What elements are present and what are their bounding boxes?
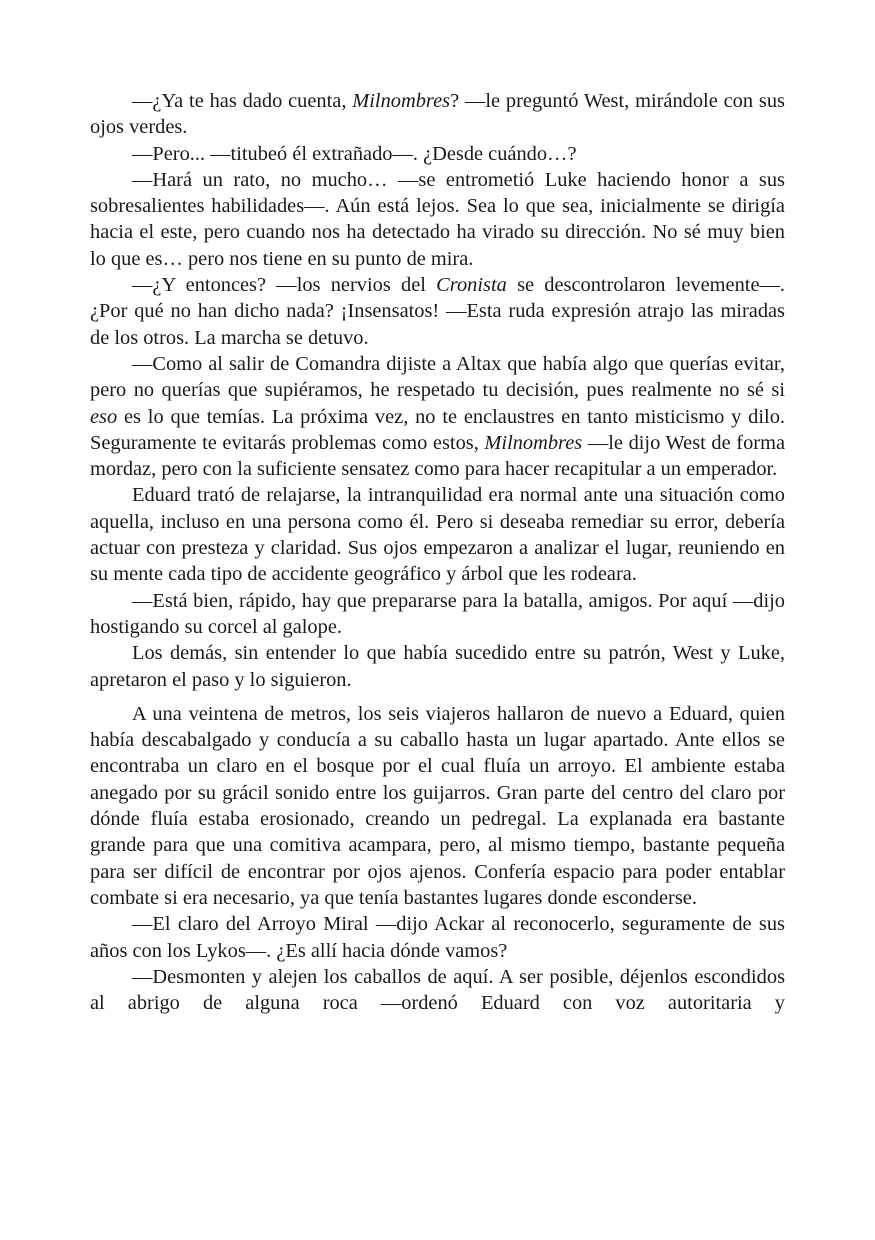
text-segment: —Hará un rato, no mucho… —se entrometió Luke haciendo honor a sus sobresalientes habilidades—. Aún está lejos. Sea lo que sea, inicialmente se dirigía hacia el este, pero cuando nos ha detectado ha virado su dirección. No sé muy bien lo que es… pero nos tiene en su punto de mira.	[90, 168, 785, 270]
paragraph-p1	[90, 88, 785, 141]
text-segment: —Desmonten y alejen los caballos de aquí. A ser posible, déjenlos escondidos al abrigo de alguna roca —ordenó Eduard con voz autoritaria y	[90, 965, 785, 1015]
text-segment: A una veintena de metros, los seis viajeros hallaron de nuevo a Eduard, quien había descabalgado y conducía a su caballo hasta un lugar apartado. Ante ellos se encontraba un claro en el bosque por el cual fluía un arroyo. El ambiente estaba anegado por su grácil sonido entre los guijarros. Gran parte del centro del claro por dónde fluía estaba erosionado, creando un pedregal. La explanada era bastante grande para que una comitiva acampara, pero, al mismo tiempo, bastante pequeña para ser difícil de encontrar por ojos ajenos. Confería espacio para poder entablar combate si era necesario, ya que tenía bastantes lugares donde esconderse.	[90, 702, 785, 909]
text-segment: Los demás, sin entender lo que había sucedido entre su patrón, West y Luke, apretaron el paso y lo siguieron.	[90, 642, 785, 691]
text-segment: es lo que temías. La próxima vez, no te enclaustres en tanto misticismo y dilo. Seguramente te evitarás problemas como estos,	[90, 405, 785, 454]
paragraph-p2	[90, 141, 785, 167]
paragraph-p6	[90, 482, 785, 587]
section-gap	[90, 693, 785, 701]
paragraph-p9	[90, 701, 785, 911]
text-segment: —El claro del Arroyo Miral —dijo Ackar al reconocerlo, seguramente de sus años con los Lykos—. ¿Es allí hacia dónde vamos?	[90, 913, 785, 962]
text-segment: —Como al salir de Comandra dijiste a Altax que había algo que querías evitar, pero no querías que supiéramos, he respetado tu decisión, pues realmente no sé si	[90, 352, 785, 402]
paragraph-p3	[90, 167, 785, 272]
text-segment: —¿Y entonces? —los nervios del	[132, 274, 437, 297]
paragraph-p7	[90, 588, 785, 641]
paragraph-p8	[90, 640, 785, 693]
text-segment: ? —le preguntó West, mirándole con sus ojos verdes.	[90, 90, 785, 139]
text-segment: Eduard trató de relajarse, la intranquilidad era normal ante una situación como aquella, incluso en una persona como él. Pero si deseaba remediar su error, debería actuar con presteza y claridad. Sus ojos empezaron a analizar el lugar, reuniendo en su mente cada tipo de accidente geográfico y árbol que les rodeara.	[90, 484, 785, 586]
text-segment: —¿Ya te has dado cuenta,	[132, 90, 353, 112]
paragraph-p11	[90, 964, 785, 1017]
paragraph-p10	[90, 911, 785, 964]
text-segment: —Pero... —titubeó él extrañado—. ¿Desde cuándo…?	[132, 142, 577, 165]
paragraph-p4	[90, 272, 785, 351]
italic-text: Milnombres	[484, 431, 583, 454]
text-segment: —Está bien, rápido, hay que prepararse para la batalla, amigos. Por aquí —dijo hostigando su corcel al galope.	[90, 589, 785, 638]
paragraph-p5	[90, 351, 785, 482]
text-segment: —le dijo West de forma mordaz, pero con la suficiente sensatez como para hacer recapitular a un emperador.	[90, 431, 785, 481]
text-segment: se descontrolaron levemente—. ¿Por qué no han dicho nada? ¡Insensatos! —Esta ruda expresión atrajo las miradas de los otros. La marcha se detuvo.	[90, 274, 785, 349]
italic-text: Cronista	[436, 274, 507, 297]
italic-text: eso	[90, 405, 118, 428]
italic-text: Milnombres	[352, 90, 451, 112]
